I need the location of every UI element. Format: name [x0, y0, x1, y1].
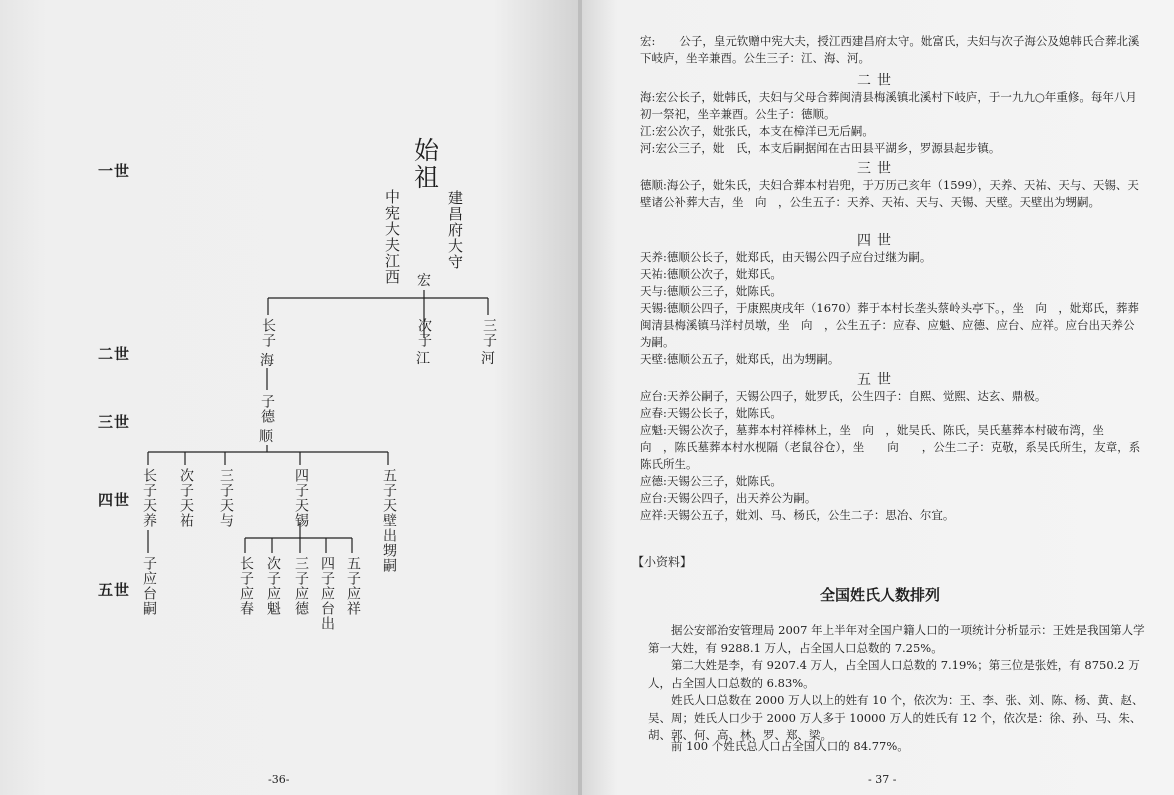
article-paragraph: 第二大姓是李，有 9207.4 万人，占全国人口总数的 7.19%；第三位是张姓，有 8750.2 万人，占全国人口总数的 6.83%。 — [648, 658, 1140, 690]
left-page — [0, 0, 580, 795]
entry-text: 天锡公次子，墓葬本村祥棒林上，坐 向 ，妣吴氏、陈氏，吴氏墓葬本村破布湾，坐 向 ，陈氏墓葬本村水枧隔（老鼠谷仓），坐 向 ，公生二子：克敬，系吴氏所生，友章，系陈氏所生。 — [640, 423, 1141, 471]
entry-tianyou — [640, 266, 1145, 283]
entry-text: 天锡公三子，妣陈氏。 — [666, 474, 782, 488]
generation-label-4: 四世 — [98, 491, 131, 509]
entry-yingxiang — [640, 507, 1145, 524]
generation-label-1: 一世 — [98, 162, 131, 180]
gen2-child3-rank: 三子 — [481, 318, 497, 348]
section-heading-gen5: 五世 — [857, 372, 897, 388]
article-title: 全国姓氏人数排列 — [820, 586, 941, 604]
generation-label-5: 五世 — [98, 581, 131, 599]
gen5-child-3: 三子应德 — [293, 556, 309, 616]
article-paragraph: 姓氏人口总数在 2000 万人以上的姓有 10 个，依次为：王、李、张、刘、陈、杨、黄、赵、吴、周；姓氏人口少于 2000 万人多于 10000 万人的姓氏有 12 个，依次是：徐、孙、马、朱、胡、郭、何、高、林、罗、郑、梁。 — [648, 693, 1144, 742]
entry-tag: 应台: — [640, 491, 667, 505]
ancestor-rank: 中宪大夫江西 — [383, 189, 401, 285]
entry-yingchun — [640, 405, 1145, 422]
gen4-child-3: 三子天与 — [218, 468, 234, 528]
entry-tag: 天祐: — [640, 267, 667, 281]
entry-text: 德顺公次子，妣郑氏。 — [666, 267, 782, 281]
entry-tianxi — [640, 300, 1145, 351]
ancestor-heading-char-2: 祖 — [414, 163, 440, 192]
entry-text: 宏公三子，妣 氏，本支后嗣据闻在古田县平湖乡，罗源县起步镇。 — [655, 141, 1001, 155]
right-page-number: - 37 - — [868, 773, 897, 786]
entry-he — [640, 140, 1145, 157]
entry-tag: 河: — [640, 141, 656, 155]
entry-tag: 天养: — [640, 250, 667, 264]
entry-tag: 应魁: — [640, 423, 667, 437]
gen5-child-5: 五子应祥 — [345, 556, 361, 616]
entry-text: 天锡公五子，妣刘、马、杨氏，公生二子：思冶、尔宜。 — [666, 508, 955, 522]
entry-text: 海公子，妣朱氏，夫妇合葬本村岩兜，于万历己亥年（1599），天养、天祐、天与、天锡、天壁诸公补葬大吉，坐 向 ，公生五子：天养、天祐、天与、天锡、天壁。天壁出为甥嗣。 — [640, 178, 1139, 209]
entry-hai — [640, 89, 1145, 123]
gen2-child3-name: 河 — [481, 351, 495, 367]
ancestor-name: 宏 — [417, 273, 431, 289]
entry-tag: 江: — [640, 124, 656, 138]
entry-yingkui — [640, 422, 1145, 473]
entry-tianbi — [640, 351, 1145, 368]
entry-text: 天锡公四子，出天养公为嗣。 — [666, 491, 817, 505]
gen5-child-4: 四子应台出 — [319, 556, 335, 631]
section-heading-gen3: 三世 — [857, 161, 897, 177]
entry-tag: 海: — [640, 90, 656, 104]
entry-tag: 应祥: — [640, 508, 667, 522]
section-heading-gen2: 二世 — [857, 73, 897, 89]
gen4-child-1: 长子天养 — [141, 468, 157, 528]
gen3-name: 顺 — [259, 429, 273, 445]
entry-yingtai — [640, 490, 1145, 507]
article-paragraph: 前 100 个姓氏总人口占全国人口的 84.77%。 — [671, 739, 909, 753]
entry-tag: 德顺: — [640, 178, 667, 192]
gen2-child2-name: 江 — [416, 351, 430, 367]
entry-tianyu — [640, 283, 1145, 300]
entry-tag: 天锡: — [640, 301, 667, 315]
entry-jiang — [640, 123, 1145, 140]
gen2-child2-rank: 次子 — [416, 318, 432, 348]
entry-text: 德顺公五子，妣郑氏，出为甥嗣。 — [666, 352, 840, 366]
gen4-child-2: 次子天祐 — [178, 468, 194, 528]
entry-hong — [640, 33, 1145, 67]
entry-text: 公子，皇元钦赠中宪大夫，授江西建昌府太守。妣富氏，夫妇与次子海公及媳韩氏合葬北溪下岐庐，坐辛兼酉。公生三子：江、海、河。 — [640, 34, 1140, 65]
gen5-child-1: 长子应春 — [238, 556, 254, 616]
entry-text: 天养公嗣子，天锡公四子，妣罗氏，公生四子：自熙、觉熙、达玄、鼎极。 — [666, 389, 1047, 403]
gen4-child-4: 四子天锡 — [293, 468, 309, 528]
gen5-from-tianyang: 子应台嗣 — [141, 556, 157, 616]
ancestor-office: 建昌府大守 — [446, 190, 464, 270]
ancestor-heading-char-1: 始 — [414, 136, 440, 165]
gen5-child-2: 次子应魁 — [265, 556, 281, 616]
entry-text: 宏公长子，妣韩氏，夫妇与父母合葬闽清县梅溪镇北溪村下岐庐，于一九九○年重修。每年八月初一祭祀，坐辛兼酉。公生子：德顺。 — [640, 90, 1137, 121]
section-heading-gen4: 四世 — [857, 233, 897, 249]
gen3-rank: 子德 — [259, 394, 275, 424]
entry-tag: 应德: — [640, 474, 667, 488]
entry-tag: 宏: — [640, 34, 656, 48]
entry-text: 德顺公四子，于康熙庚戌年（1670）葬于本村长垄头蔡岭头亭下。，坐 向 ，妣郑氏，葬葬闽清县梅溪镇马洋村员墩，坐 向 ，公生五子：应春、应魁、应德、应台、应祥。应台出天养公为嗣。 — [640, 301, 1139, 349]
entry-tag: 应春: — [640, 406, 667, 420]
entry-tag: 天与: — [640, 284, 667, 298]
article-paragraph: 据公安部治安管理局 2007 年上半年对全国户籍人口的一项统计分析显示：王姓是我国第人学第一大姓，有 9288.1 万人，占全国人口总数的 7.25%。 — [648, 623, 1145, 655]
tree-connector-lines — [0, 0, 580, 795]
entry-deshun — [640, 177, 1145, 211]
entry-text: 天锡公长子，妣陈氏。 — [666, 406, 782, 420]
generation-label-2: 二世 — [98, 345, 131, 363]
gen4-child-5: 五子天壁出甥嗣 — [381, 468, 397, 573]
entry-tag: 应台: — [640, 389, 667, 403]
entry-text: 德顺公三子，妣陈氏。 — [666, 284, 782, 298]
entry-tianyang — [640, 249, 1145, 266]
generation-label-3: 三世 — [98, 413, 131, 431]
entry-tag: 天壁: — [640, 352, 667, 366]
entry-text: 宏公次子，妣张氏，本支在樟洋已无后嗣。 — [655, 124, 874, 138]
gen2-child1-name: 海 — [260, 353, 274, 369]
info-box-label: 【小资料】 — [632, 555, 693, 569]
entry-text: 德顺公长子，妣郑氏，由天锡公四子应台过继为嗣。 — [666, 250, 932, 264]
left-page-number: -36- — [268, 773, 290, 786]
gen2-child1-rank: 长子 — [260, 318, 276, 348]
entry-yingde — [640, 473, 1145, 490]
entry-yingtai-heir — [640, 388, 1145, 405]
